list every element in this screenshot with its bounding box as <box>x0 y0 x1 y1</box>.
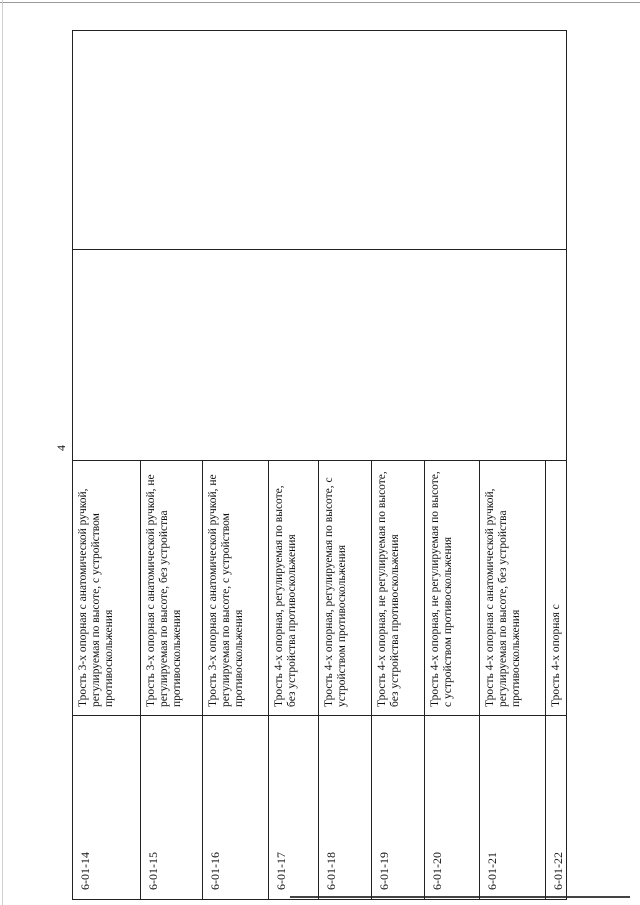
table-row-code: 6-01-21 <box>479 715 545 900</box>
table-row-description: Трость 3-х опорная с анатомической ручкой, регулируемая по высоте, с устройством противоскольжения <box>72 460 140 715</box>
table-row-code: 6-01-17 <box>268 715 318 900</box>
table-row-description: Трость 4-х опорная, регулируемая по высоте, с устройством противоскольжения <box>318 460 371 715</box>
table-row-code: 6-01-19 <box>371 715 424 900</box>
table-row-description: Трость 4-х опорная, регулируемая по высоте, без устройства противоскольжения <box>268 460 318 715</box>
page-number: 4 <box>54 445 68 451</box>
scan-left-edge <box>2 0 3 905</box>
table-row-description: Трость 4-х опорная, не регулируемая по высоте, без устройства противоскольжения <box>371 460 424 715</box>
table-row-code: 6-01-20 <box>424 715 479 900</box>
table-row-description: Трость 4-х опорная с анатомической ручкой, регулируемая по высоте, без устройства противоскольжения <box>479 460 545 715</box>
table-row-code: 6-01-15 <box>140 715 202 900</box>
table-row-code: 6-01-22 <box>545 715 567 900</box>
table-row-description: Трость 3-х опорная с анатомической ручкой, не регулируемая по высоте, без устройства противоскольжения <box>140 460 202 715</box>
table-row-description: Трость 4-х опорная, не регулируемая по высоте, с устройством противоскольжения <box>424 460 479 715</box>
empty-column-3 <box>72 249 567 460</box>
table-row-description: Трость 4-х опорная с <box>545 460 567 715</box>
table-row-code: 6-01-16 <box>202 715 268 900</box>
scan-top-edge <box>0 2 640 3</box>
table-row-code: 6-01-18 <box>318 715 371 900</box>
empty-column-4 <box>72 30 567 249</box>
data-table <box>72 30 567 900</box>
table-row-code: 6-01-14 <box>72 715 140 900</box>
table-row-description: Трость 3-х опорная с анатомической ручкой, не регулируемая по высоте, с устройством противоскольжения <box>202 460 268 715</box>
